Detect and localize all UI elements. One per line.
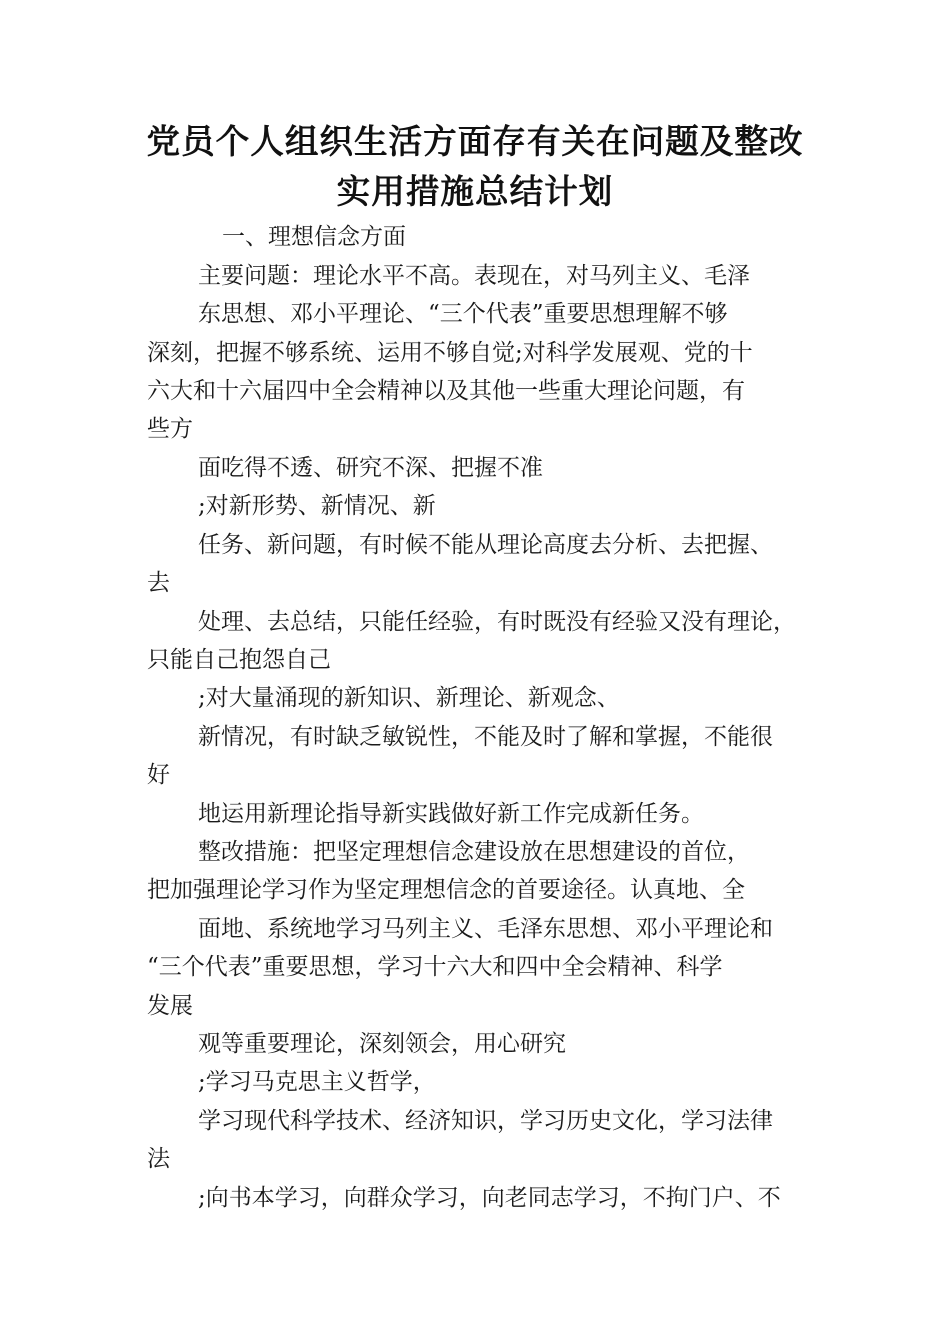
text-line: ;学习马克思主义哲学， xyxy=(198,1069,436,1095)
text-line: 学习现代科学技术、经济知识，学习历史文化，学习法律 xyxy=(198,1108,773,1134)
text-line: “三个代表”重要思想，学习十六大和四中全会精神、科学 xyxy=(147,954,723,980)
text-line: 深刻，把握不够系统、运用不够自觉;对科学发展观、党的十 xyxy=(147,340,753,366)
text-line: 任务、新问题，有时候不能从理论高度去分析、去把握、 xyxy=(198,532,773,558)
text-line: 只能自己抱怨自己 xyxy=(147,647,331,673)
text-line: ;对大量涌现的新知识、新理论、新观念、 xyxy=(198,685,620,711)
text-line: 六大和十六届四中全会精神以及其他一些重大理论问题，有 xyxy=(147,378,745,404)
text-line: 些方 xyxy=(147,416,193,442)
text-line: 好 xyxy=(147,762,170,788)
text-line: 发展 xyxy=(147,993,193,1019)
text-line: ;向书本学习，向群众学习，向老同志学习，不拘门户、不 xyxy=(198,1185,781,1211)
text-line: 面吃得不透、研究不深、把握不准 xyxy=(198,455,543,481)
text-line: 把加强理论学习作为坚定理想信念的首要途径。认真地、全 xyxy=(147,877,745,903)
text-line: 去 xyxy=(147,570,170,596)
text-line: 新情况，有时缺乏敏锐性，不能及时了解和掌握，不能很 xyxy=(198,724,773,750)
text-line: 地运用新理论指导新实践做好新工作完成新任务。 xyxy=(198,801,704,827)
text-line: 处理、去总结，只能任经验，有时既没有经验又没有理论， xyxy=(198,609,796,635)
text-line: 东思想、邓小平理论、“三个代表”重要思想理解不够 xyxy=(198,301,728,327)
text-line: 法 xyxy=(147,1146,170,1172)
document-title-line-2: 实用措施总结计划 xyxy=(336,172,614,211)
section-heading: 一、理想信念方面 xyxy=(222,224,406,250)
text-line: ;对新形势、新情况、新 xyxy=(198,493,436,519)
text-line: 主要问题：理论水平不高。表现在，对马列主义、毛泽 xyxy=(198,263,750,289)
document-title-line-1: 党员个人组织生活方面存有关在问题及整改 xyxy=(146,122,804,161)
text-line: 面地、系统地学习马列主义、毛泽东思想、邓小平理论和 xyxy=(198,916,773,942)
text-line: 整改措施：把坚定理想信念建设放在思想建设的首位， xyxy=(198,839,750,865)
text-line: 观等重要理论，深刻领会，用心研究 xyxy=(198,1031,566,1057)
